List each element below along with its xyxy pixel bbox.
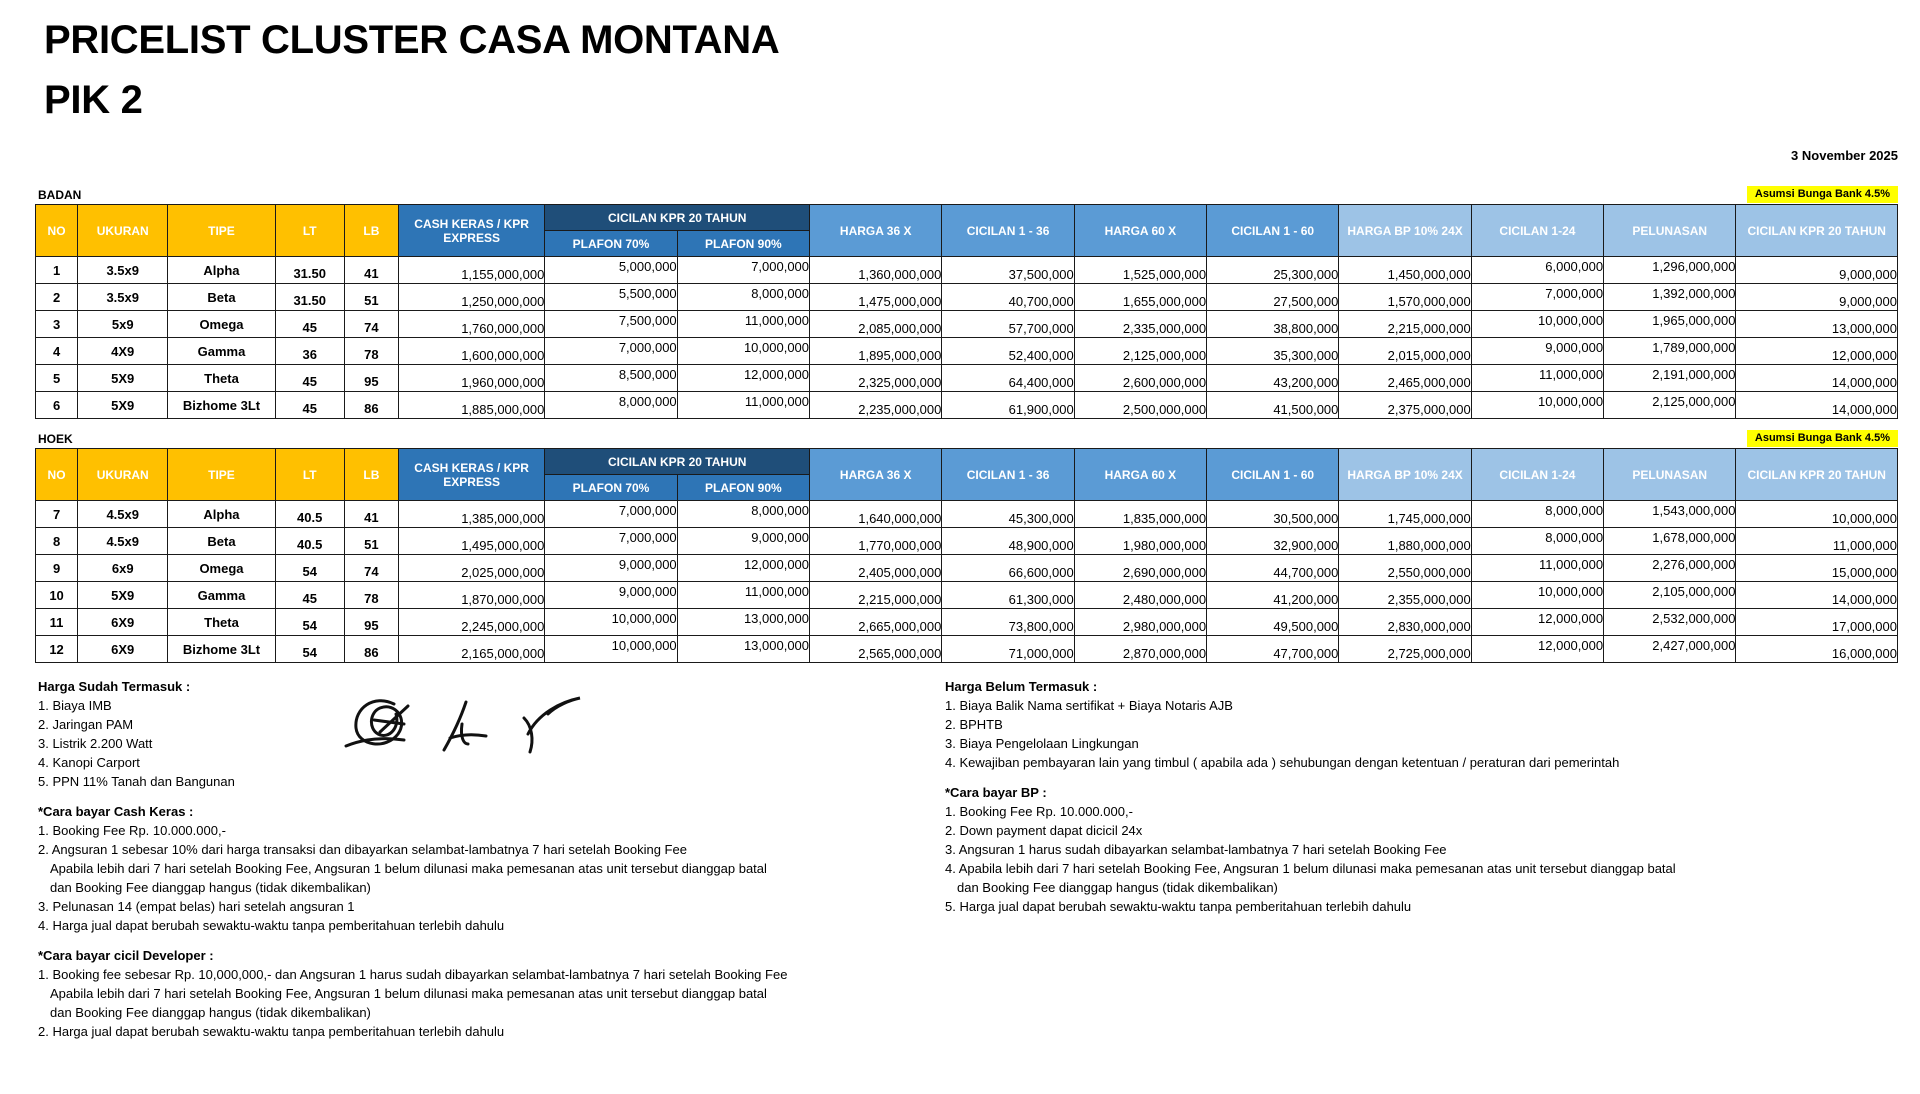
table-cell: 9,000,000 (1736, 284, 1898, 311)
table-cell: 47,700,000 (1207, 636, 1339, 663)
table-cell: 5,500,000 (545, 284, 677, 311)
table-cell: 2,335,000,000 (1074, 311, 1206, 338)
table-cell: 36 (275, 338, 344, 365)
table-cell: 2,427,000,000 (1604, 636, 1736, 663)
col-header-pelunasan: PELUNASAN (1604, 205, 1736, 257)
col-header-kpr-20: CICILAN KPR 20 TAHUN (1736, 449, 1898, 501)
notes-item: dan Booking Fee dianggap hangus (tidak dikembalikan) (957, 880, 1278, 895)
table-cell: 4 (36, 338, 78, 365)
table-cell: 11 (36, 609, 78, 636)
table-cell: 5X9 (78, 582, 168, 609)
table-cell: 1,835,000,000 (1074, 501, 1206, 528)
table-cell: 2,245,000,000 (398, 609, 544, 636)
col-header-no: NO (36, 205, 78, 257)
table-cell: 11,000,000 (677, 311, 809, 338)
table-cell: 2,830,000,000 (1339, 609, 1471, 636)
table-cell: 1,525,000,000 (1074, 257, 1206, 284)
table-cell: Beta (168, 528, 275, 555)
col-header-cicilan-kpr: CICILAN KPR 20 TAHUN (545, 449, 810, 475)
col-header-harga-bp: HARGA BP 10% 24X (1339, 205, 1471, 257)
col-header-cicilan-1-60: CICILAN 1 - 60 (1207, 449, 1339, 501)
table-row (36, 338, 1898, 365)
table-cell: Beta (168, 284, 275, 311)
table-cell: 6,000,000 (1471, 257, 1603, 284)
table-cell: 17,000,000 (1736, 609, 1898, 636)
notes-item: 1. Booking fee sebesar Rp. 10,000,000,- dan Angsuran 1 harus sudah dibayarkan selambat-lambatnya 7 hari setelah Booking Fee (38, 967, 788, 982)
notes-item: Apabila lebih dari 7 hari setelah Booking Fee, Angsuran 1 belum dilunasi maka pemesanan atas unit tersebut dianggap batal (50, 986, 767, 1001)
table-cell: 54 (275, 555, 344, 582)
col-header-tipe: TIPE (168, 205, 275, 257)
table-cell: 1,965,000,000 (1604, 311, 1736, 338)
notes-item: 1. Biaya Balik Nama sertifikat + Biaya Notaris AJB (945, 698, 1233, 713)
table-cell: 1,870,000,000 (398, 582, 544, 609)
table-cell: 12,000,000 (1471, 609, 1603, 636)
table-cell: 7,500,000 (545, 311, 677, 338)
table-cell: 2,690,000,000 (1074, 555, 1206, 582)
table-cell: 2,325,000,000 (810, 365, 942, 392)
table-cell: 1,980,000,000 (1074, 528, 1206, 555)
table-cell: 16,000,000 (1736, 636, 1898, 663)
table-cell: 4.5x9 (78, 528, 168, 555)
table-cell: 12,000,000 (677, 555, 809, 582)
table-cell: 45 (275, 311, 344, 338)
table-cell: 1,392,000,000 (1604, 284, 1736, 311)
table-cell: 12,000,000 (677, 365, 809, 392)
table-cell: 1,450,000,000 (1339, 257, 1471, 284)
table-cell: 1 (36, 257, 78, 284)
table-cell: 2,025,000,000 (398, 555, 544, 582)
table-cell: 4X9 (78, 338, 168, 365)
table-cell: 2,600,000,000 (1074, 365, 1206, 392)
notes-heading: Harga Belum Termasuk : (945, 679, 1098, 694)
table-cell: 6X9 (78, 609, 168, 636)
table-cell: 2,215,000,000 (810, 582, 942, 609)
table-cell: 6 (36, 392, 78, 419)
table-cell: 10,000,000 (1471, 392, 1603, 419)
table-cell: Alpha (168, 257, 275, 284)
table-cell: 43,200,000 (1207, 365, 1339, 392)
table-cell: 12,000,000 (1736, 338, 1898, 365)
page-title: PRICELIST CLUSTER CASA MONTANA (44, 18, 780, 62)
table-cell: Theta (168, 365, 275, 392)
table-cell: 11,000,000 (677, 392, 809, 419)
table-cell: 73,800,000 (942, 609, 1074, 636)
table-cell: 3 (36, 311, 78, 338)
col-header-cash: CASH KERAS / KPR EXPRESS (398, 449, 544, 501)
table-cell: 31.50 (275, 284, 344, 311)
table-cell: 86 (344, 392, 398, 419)
table-cell: 1,640,000,000 (810, 501, 942, 528)
table-cell: 25,300,000 (1207, 257, 1339, 284)
col-header-plafon-90: PLAFON 90% (677, 231, 809, 257)
table-cell: 13,000,000 (677, 636, 809, 663)
notes-item: 3. Listrik 2.200 Watt (38, 736, 153, 751)
pricelist-table-badan (35, 204, 1898, 419)
table-cell: 54 (275, 636, 344, 663)
table-cell: 9,000,000 (545, 582, 677, 609)
table-cell: 1,789,000,000 (1604, 338, 1736, 365)
table-cell: 15,000,000 (1736, 555, 1898, 582)
table-cell: 2,870,000,000 (1074, 636, 1206, 663)
notes-item: 5. PPN 11% Tanah dan Bangunan (38, 774, 235, 789)
table-cell: 74 (344, 311, 398, 338)
table-cell: 41 (344, 257, 398, 284)
table-cell: 95 (344, 365, 398, 392)
table-cell: Bizhome 3Lt (168, 392, 275, 419)
notes-heading: Harga Sudah Termasuk : (38, 679, 191, 694)
table-cell: 1,760,000,000 (398, 311, 544, 338)
col-header-harga-36: HARGA 36 X (810, 449, 942, 501)
table-cell: 2,725,000,000 (1339, 636, 1471, 663)
col-header-cicilan-1-36: CICILAN 1 - 36 (942, 449, 1074, 501)
notes-item: 3. Biaya Pengelolaan Lingkungan (945, 736, 1139, 751)
table-cell: 14,000,000 (1736, 392, 1898, 419)
notes-item: 1. Booking Fee Rp. 10.000.000,- (945, 804, 1133, 819)
table-cell: 64,400,000 (942, 365, 1074, 392)
col-header-tipe: TIPE (168, 449, 275, 501)
table-cell: 1,296,000,000 (1604, 257, 1736, 284)
table-cell: 61,900,000 (942, 392, 1074, 419)
notes-heading: *Cara bayar Cash Keras : (38, 804, 194, 819)
table-cell: 66,600,000 (942, 555, 1074, 582)
table-cell: 1,475,000,000 (810, 284, 942, 311)
table-cell: 1,960,000,000 (398, 365, 544, 392)
table-cell: 9,000,000 (1471, 338, 1603, 365)
table-cell: 9,000,000 (1736, 257, 1898, 284)
table-cell: Omega (168, 555, 275, 582)
table-cell: 9 (36, 555, 78, 582)
table-cell: 45 (275, 392, 344, 419)
col-header-harga-60: HARGA 60 X (1074, 449, 1206, 501)
table-cell: Theta (168, 609, 275, 636)
table-cell: 8,000,000 (677, 501, 809, 528)
table-cell: 2,235,000,000 (810, 392, 942, 419)
col-header-cicilan-1-60: CICILAN 1 - 60 (1207, 205, 1339, 257)
table-cell: 9,000,000 (545, 555, 677, 582)
col-header-lb: LB (344, 205, 398, 257)
table-cell: 8 (36, 528, 78, 555)
table-cell: 40.5 (275, 528, 344, 555)
table-cell: 95 (344, 609, 398, 636)
col-header-cicilan-1-24: CICILAN 1-24 (1471, 449, 1603, 501)
table-cell: 2,191,000,000 (1604, 365, 1736, 392)
notes-item: 2. Harga jual dapat berubah sewaktu-waktu tanpa pemberitahuan terlebih dahulu (38, 1024, 505, 1039)
table-cell: 2 (36, 284, 78, 311)
table-cell: 32,900,000 (1207, 528, 1339, 555)
col-header-cash: CASH KERAS / KPR EXPRESS (398, 205, 544, 257)
table-cell: 1,770,000,000 (810, 528, 942, 555)
col-header-cicilan-kpr: CICILAN KPR 20 TAHUN (545, 205, 810, 231)
notes-item: 3. Pelunasan 14 (empat belas) hari setelah angsuran 1 (38, 899, 355, 914)
table-cell: 45,300,000 (942, 501, 1074, 528)
table-cell: 1,360,000,000 (810, 257, 942, 284)
notes-heading: *Cara bayar cicil Developer : (38, 948, 214, 963)
col-header-ukuran: UKURAN (78, 205, 168, 257)
table-cell: 2,276,000,000 (1604, 555, 1736, 582)
table-cell: 12,000,000 (1471, 636, 1603, 663)
table-cell: 10,000,000 (545, 609, 677, 636)
table-cell: 2,565,000,000 (810, 636, 942, 663)
table-cell: 45 (275, 582, 344, 609)
table-cell: 5X9 (78, 365, 168, 392)
table-cell: 78 (344, 338, 398, 365)
table-cell: 41,200,000 (1207, 582, 1339, 609)
table-cell: 11,000,000 (1736, 528, 1898, 555)
table-cell: 1,655,000,000 (1074, 284, 1206, 311)
table-cell: 10,000,000 (545, 636, 677, 663)
table-row (36, 311, 1898, 338)
col-header-plafon-90: PLAFON 90% (677, 475, 809, 501)
table-cell: 4.5x9 (78, 501, 168, 528)
col-header-kpr-20: CICILAN KPR 20 TAHUN (1736, 205, 1898, 257)
pricelist-date: 3 November 2025 (1791, 148, 1898, 163)
table-cell: 9,000,000 (677, 528, 809, 555)
table-cell: 2,125,000,000 (1074, 338, 1206, 365)
col-header-cicilan-1-36: CICILAN 1 - 36 (942, 205, 1074, 257)
notes-item: 4. Apabila lebih dari 7 hari setelah Booking Fee, Angsuran 1 belum dilunasi maka pemesanan atas unit tersebut dianggap batal (945, 861, 1676, 876)
table-cell: 8,000,000 (545, 392, 677, 419)
table-cell: 30,500,000 (1207, 501, 1339, 528)
table-cell: 1,250,000,000 (398, 284, 544, 311)
table-cell: 10,000,000 (1471, 582, 1603, 609)
table-cell: 1,155,000,000 (398, 257, 544, 284)
notes-item: 2. Down payment dapat dicicil 24x (945, 823, 1143, 838)
col-header-lt: LT (275, 449, 344, 501)
table-cell: 2,465,000,000 (1339, 365, 1471, 392)
table-cell: 13,000,000 (1736, 311, 1898, 338)
table-cell: 1,600,000,000 (398, 338, 544, 365)
table-row (36, 257, 1898, 284)
signature-graphic (334, 684, 604, 764)
table-cell: 2,015,000,000 (1339, 338, 1471, 365)
table-cell: 1,570,000,000 (1339, 284, 1471, 311)
table-cell: 1,495,000,000 (398, 528, 544, 555)
interest-badge: Asumsi Bunga Bank 4.5% (1747, 186, 1898, 203)
table-cell: 74 (344, 555, 398, 582)
table-cell: 11,000,000 (1471, 555, 1603, 582)
table-cell: 8,000,000 (677, 284, 809, 311)
notes-item: 4. Harga jual dapat berubah sewaktu-waktu tanpa pemberitahuan terlebih dahulu (38, 918, 505, 933)
col-header-harga-36: HARGA 36 X (810, 205, 942, 257)
table-cell: 7 (36, 501, 78, 528)
table-cell: 38,800,000 (1207, 311, 1339, 338)
notes-item: dan Booking Fee dianggap hangus (tidak dikembalikan) (50, 880, 371, 895)
table-cell: 1,678,000,000 (1604, 528, 1736, 555)
table-cell: 8,000,000 (1471, 501, 1603, 528)
table-cell: 27,500,000 (1207, 284, 1339, 311)
col-header-ukuran: UKURAN (78, 449, 168, 501)
table-row (36, 582, 1898, 609)
table-cell: 2,105,000,000 (1604, 582, 1736, 609)
table-cell: 51 (344, 284, 398, 311)
notes-item: 1. Booking Fee Rp. 10.000.000,- (38, 823, 226, 838)
table-cell: 10 (36, 582, 78, 609)
table-cell: Omega (168, 311, 275, 338)
table-cell: 2,355,000,000 (1339, 582, 1471, 609)
table-cell: 1,543,000,000 (1604, 501, 1736, 528)
table-cell: 13,000,000 (677, 609, 809, 636)
notes-right (945, 677, 1676, 916)
table-cell: 2,500,000,000 (1074, 392, 1206, 419)
table-cell: 61,300,000 (942, 582, 1074, 609)
table-cell: 52,400,000 (942, 338, 1074, 365)
table-cell: 8,000,000 (1471, 528, 1603, 555)
table-cell: 5 (36, 365, 78, 392)
table-cell: 40.5 (275, 501, 344, 528)
notes-item: dan Booking Fee dianggap hangus (tidak dikembalikan) (50, 1005, 371, 1020)
col-header-lb: LB (344, 449, 398, 501)
table-cell: 51 (344, 528, 398, 555)
table-cell: 41 (344, 501, 398, 528)
table-cell: 48,900,000 (942, 528, 1074, 555)
table-row (36, 528, 1898, 555)
table-cell: 49,500,000 (1207, 609, 1339, 636)
table-cell: 71,000,000 (942, 636, 1074, 663)
table-cell: 14,000,000 (1736, 365, 1898, 392)
table-cell: 7,000,000 (1471, 284, 1603, 311)
table-cell: 7,000,000 (545, 501, 677, 528)
table-cell: 45 (275, 365, 344, 392)
table-cell: 37,500,000 (942, 257, 1074, 284)
table-cell: 2,480,000,000 (1074, 582, 1206, 609)
notes-item: 2. Angsuran 1 sebesar 10% dari harga transaksi dan dibayarkan selambat-lambatnya 7 hari setelah Booking Fee (38, 842, 687, 857)
notes-item: 1. Biaya IMB (38, 698, 112, 713)
col-header-pelunasan: PELUNASAN (1604, 449, 1736, 501)
table-cell: 2,532,000,000 (1604, 609, 1736, 636)
table-cell: 11,000,000 (677, 582, 809, 609)
table-row (36, 555, 1898, 582)
col-header-harga-bp: HARGA BP 10% 24X (1339, 449, 1471, 501)
section-label-badan: BADAN (38, 188, 82, 202)
table-cell: 10,000,000 (1736, 501, 1898, 528)
table-cell: 5,000,000 (545, 257, 677, 284)
table-cell: 2,665,000,000 (810, 609, 942, 636)
table-cell: 6x9 (78, 555, 168, 582)
table-cell: 41,500,000 (1207, 392, 1339, 419)
table-cell: 1,885,000,000 (398, 392, 544, 419)
table-cell: 31.50 (275, 257, 344, 284)
table-cell: 6X9 (78, 636, 168, 663)
table-cell: 2,980,000,000 (1074, 609, 1206, 636)
table-cell: Gamma (168, 338, 275, 365)
table-row (36, 284, 1898, 311)
table-cell: 54 (275, 609, 344, 636)
table-cell: 2,550,000,000 (1339, 555, 1471, 582)
table-cell: 5x9 (78, 311, 168, 338)
table-cell: 2,215,000,000 (1339, 311, 1471, 338)
table-cell: 1,385,000,000 (398, 501, 544, 528)
notes-item: 3. Angsuran 1 harus sudah dibayarkan selambat-lambatnya 7 hari setelah Booking Fee (945, 842, 1447, 857)
table-cell: 44,700,000 (1207, 555, 1339, 582)
table-cell: Alpha (168, 501, 275, 528)
interest-badge: Asumsi Bunga Bank 4.5% (1747, 430, 1898, 447)
page-subtitle: PIK 2 (44, 78, 143, 122)
table-cell: 35,300,000 (1207, 338, 1339, 365)
table-cell: 11,000,000 (1471, 365, 1603, 392)
col-header-cicilan-1-24: CICILAN 1-24 (1471, 205, 1603, 257)
table-cell: 5X9 (78, 392, 168, 419)
col-header-plafon-70: PLAFON 70% (545, 231, 677, 257)
table-cell: 10,000,000 (1471, 311, 1603, 338)
pricelist-table-hoek (35, 448, 1898, 663)
table-cell: 86 (344, 636, 398, 663)
col-header-plafon-70: PLAFON 70% (545, 475, 677, 501)
notes-item: Apabila lebih dari 7 hari setelah Booking Fee, Angsuran 1 belum dilunasi maka pemesanan atas unit tersebut dianggap batal (50, 861, 767, 876)
table-cell: 2,405,000,000 (810, 555, 942, 582)
table-cell: 7,000,000 (545, 338, 677, 365)
table-cell: 40,700,000 (942, 284, 1074, 311)
table-cell: 7,000,000 (677, 257, 809, 284)
col-header-no: NO (36, 449, 78, 501)
table-cell: 3.5x9 (78, 284, 168, 311)
notes-item: 2. Jaringan PAM (38, 717, 134, 732)
notes-item: 4. Kanopi Carport (38, 755, 140, 770)
col-header-lt: LT (275, 205, 344, 257)
table-cell: 1,745,000,000 (1339, 501, 1471, 528)
notes-item: 5. Harga jual dapat berubah sewaktu-waktu tanpa pemberitahuan terlebih dahulu (945, 899, 1412, 914)
table-cell: 14,000,000 (1736, 582, 1898, 609)
table-cell: 12 (36, 636, 78, 663)
table-cell: 1,895,000,000 (810, 338, 942, 365)
table-cell: 8,500,000 (545, 365, 677, 392)
table-cell: Gamma (168, 582, 275, 609)
table-row (36, 392, 1898, 419)
notes-heading: *Cara bayar BP : (945, 785, 1047, 800)
notes-item: 2. BPHTB (945, 717, 1003, 732)
table-cell: 2,125,000,000 (1604, 392, 1736, 419)
notes-item: 4. Kewajiban pembayaran lain yang timbul ( apabila ada ) sehubungan dengan ketentuan / peraturan dari pemerintah (945, 755, 1620, 770)
table-cell: 78 (344, 582, 398, 609)
table-cell: 2,085,000,000 (810, 311, 942, 338)
table-row (36, 365, 1898, 392)
table-cell: 2,165,000,000 (398, 636, 544, 663)
table-row (36, 501, 1898, 528)
table-cell: Bizhome 3Lt (168, 636, 275, 663)
section-label-hoek: HOEK (38, 432, 73, 446)
table-cell: 7,000,000 (545, 528, 677, 555)
table-cell: 3.5x9 (78, 257, 168, 284)
col-header-harga-60: HARGA 60 X (1074, 205, 1206, 257)
table-cell: 10,000,000 (677, 338, 809, 365)
table-cell: 2,375,000,000 (1339, 392, 1471, 419)
table-row (36, 609, 1898, 636)
table-row (36, 636, 1898, 663)
table-cell: 1,880,000,000 (1339, 528, 1471, 555)
table-cell: 57,700,000 (942, 311, 1074, 338)
